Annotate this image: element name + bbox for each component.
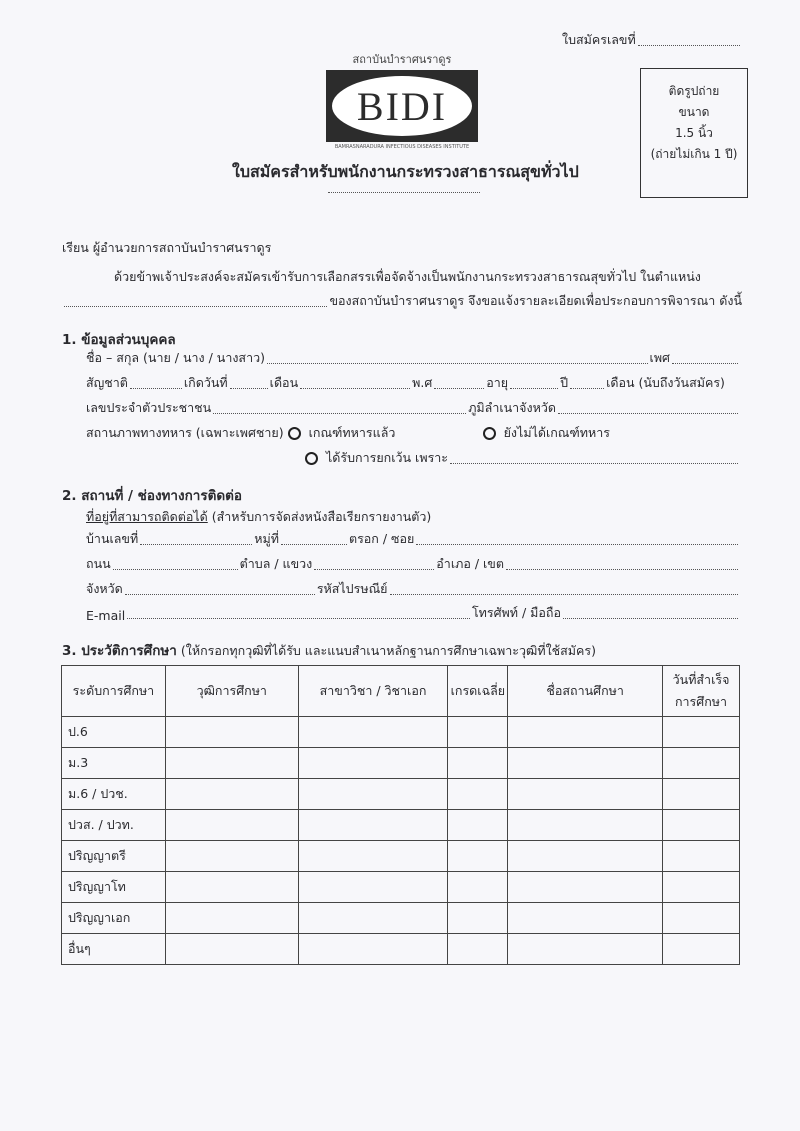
name-field[interactable] [267,363,648,364]
phone-label: โทรศัพท์ / มือถือ [471,605,561,620]
column-header: เกรดเฉลี่ย [448,666,508,717]
age-months-field[interactable] [570,388,604,389]
intro-paragraph-line1: ด้วยข้าพเจ้าประสงค์จะสมัครเข้ารับการเลือกสรรเพื่อจัดจ้างเป็นพนักงานกระทรวงสาธารณสุขทั่วไป ในตำแหน่ง [114,269,701,284]
table-cell-input[interactable] [165,717,298,748]
soi-label: ตรอก / ซอย [348,531,415,546]
birth-month-field[interactable] [300,388,410,389]
email-field[interactable] [127,618,470,619]
road-label: ถนน [86,556,111,571]
table-cell-input[interactable] [508,903,663,934]
column-header: สาขาวิชา / วิชาเอก [298,666,448,717]
photo-box-line: ติดรูปถ่าย [668,84,720,98]
table-cell-input[interactable] [508,779,663,810]
section2-heading: 2. สถานที่ / ช่องทางการติดต่อ [62,488,243,504]
column-header: วันที่สำเร็จการศึกษา [663,666,740,717]
table-cell-input[interactable] [448,717,508,748]
logo-org-english: BAMRASNARADURA INFECTIOUS DISEASES INSTITUTE [334,144,470,150]
table-cell-input[interactable] [448,841,508,872]
table-cell-input[interactable] [663,779,740,810]
table-cell-input[interactable] [165,872,298,903]
table-row [62,872,740,903]
table-cell-input[interactable] [663,903,740,934]
education-level: ม.3 [62,748,166,779]
birth-month-label: เดือน [269,375,299,390]
education-table [61,665,740,965]
position-blank[interactable] [328,192,480,193]
subdistrict-label: ตำบล / แขวง [239,556,313,571]
table-cell-input[interactable] [663,872,740,903]
sex-field[interactable] [672,363,738,364]
table-cell-input[interactable] [298,717,448,748]
name-label: ชื่อ – สกุล (นาย / นาง / นางสาว) [86,350,265,365]
section3-heading: 3. ประวัติการศึกษา [62,643,177,659]
military-status-label: สถานภาพทางทหาร (เฉพาะเพศชาย) [86,425,284,440]
table-cell-input[interactable] [663,934,740,965]
birth-year-field[interactable] [434,388,484,389]
table-row [62,748,740,779]
photo-box [640,68,748,198]
table-row [62,717,740,748]
road-field[interactable] [113,569,238,570]
column-header: ระดับการศึกษา [62,666,166,717]
intro-paragraph-line2: ของสถาบันบำราศนราดูร จึงขอแจ้งรายละเอียดเพื่อประกอบการพิจารณา ดังนี้ [329,293,742,308]
column-header: ชื่อสถานศึกษา [508,666,663,717]
domicile-field[interactable] [558,413,738,414]
postcode-label: รหัสไปรษณีย์ [316,581,388,596]
table-cell-input[interactable] [165,903,298,934]
table-row [62,841,740,872]
table-cell-input[interactable] [663,717,740,748]
moo-label: หมู่ที่ [254,531,279,546]
table-cell-input[interactable] [448,748,508,779]
table-cell-input[interactable] [663,748,740,779]
exempt-reason-field[interactable] [450,463,738,464]
table-cell-input[interactable] [508,717,663,748]
months-label: เดือน (นับถึงวันสมัคร) [606,375,725,390]
table-cell-input[interactable] [448,934,508,965]
logo-org-thai: สถาบันบำราศนราดูร [352,53,452,66]
table-cell-input[interactable] [298,841,448,872]
province-label: จังหวัด [86,581,123,596]
address-label: ที่อยู่ที่สามารถติดต่อได้ [86,509,208,524]
radio-military-done[interactable] [288,427,301,440]
table-cell-input[interactable] [298,810,448,841]
table-cell-input[interactable] [298,934,448,965]
nationality-label: สัญชาติ [86,375,128,390]
table-cell-input[interactable] [298,872,448,903]
table-cell-input[interactable] [165,934,298,965]
salutation: เรียน ผู้อำนวยการสถาบันบำราศนราดูร [62,240,272,255]
table-cell-input[interactable] [165,810,298,841]
logo-text: BIDI [356,83,448,129]
table-header-row [62,666,740,717]
table-cell-input[interactable] [448,779,508,810]
birth-day-field[interactable] [230,388,268,389]
district-label: อำเภอ / เขต [436,556,504,571]
id-number-field[interactable] [213,413,466,414]
table-cell-input[interactable] [508,934,663,965]
address-note: (สำหรับการจัดส่งหนังสือเรียกรายงานตัว) [207,509,432,524]
education-level: ปริญญาโท [62,872,166,903]
education-level: ปวส. / ปวท. [62,810,166,841]
education-level: ปริญญาเอก [62,903,166,934]
phone-field[interactable] [563,618,738,619]
position-field[interactable] [64,306,327,307]
house-no-label: บ้านเลขที่ [86,531,139,546]
education-level: ม.6 / ปวช. [62,779,166,810]
birth-day-label: เกิดวันที่ [183,375,228,390]
column-header: วุฒิการศึกษา [165,666,298,717]
table-row [62,779,740,810]
table-cell-input[interactable] [165,841,298,872]
id-number-label: เลขประจำตัวประชาชน [86,400,212,415]
education-level: ป.6 [62,717,166,748]
table-cell-input[interactable] [448,903,508,934]
table-cell-input[interactable] [298,779,448,810]
province-field[interactable] [125,594,315,595]
table-cell-input[interactable] [508,810,663,841]
domicile-label: ภูมิลำเนาจังหวัด [468,400,556,415]
birth-year-label: พ.ศ [412,375,433,390]
table-cell-input[interactable] [298,903,448,934]
military-exempt-label: ได้รับการยกเว้น เพราะ [326,450,449,465]
table-cell-input[interactable] [508,748,663,779]
bidi-logo [326,50,478,158]
military-done-label: เกณฑ์ทหารแล้ว [308,425,396,440]
photo-box-line: ขนาด [678,105,710,119]
military-not-done-label: ยังไม่ได้เกณฑ์ทหาร [503,425,610,440]
radio-military-exempt[interactable] [305,452,318,465]
table-row [62,903,740,934]
section3-note: (ให้กรอกทุกวุฒิที่ได้รับ และแนบสำเนาหลักฐานการศึกษาเฉพาะวุฒิที่ใช้สมัคร) [176,643,596,658]
years-label: ปี [560,375,569,390]
age-years-field[interactable] [510,388,558,389]
age-label: อายุ [486,375,509,390]
table-cell-input[interactable] [448,872,508,903]
table-cell-input[interactable] [663,841,740,872]
soi-field[interactable] [416,544,738,545]
form-title: ใบสมัครสำหรับพนักงานกระทรวงสาธารณสุขทั่วไป [232,162,579,181]
table-cell-input[interactable] [508,841,663,872]
photo-box-line: 1.5 นิ้ว [675,126,713,140]
district-field[interactable] [506,569,738,570]
table-row [62,934,740,965]
subdistrict-field[interactable] [314,569,434,570]
house-no-field[interactable] [140,544,252,545]
table-cell-input[interactable] [448,810,508,841]
photo-box-line: (ถ่ายไม่เกิน 1 ปี) [650,147,738,161]
table-cell-input[interactable] [298,748,448,779]
postcode-field[interactable] [390,594,739,595]
table-cell-input[interactable] [165,779,298,810]
table-cell-input[interactable] [508,872,663,903]
application-number-label: ใบสมัครเลขที่ [562,32,636,47]
table-row [62,810,740,841]
table-cell-input[interactable] [165,748,298,779]
section1-heading: 1. ข้อมูลส่วนบุคคล [62,332,176,348]
table-cell-input[interactable] [663,810,740,841]
application-number-field[interactable] [562,32,742,50]
nationality-field[interactable] [130,388,182,389]
education-level: อื่นๆ [62,934,166,965]
moo-field[interactable] [281,544,347,545]
radio-military-not-done[interactable] [483,427,496,440]
email-label: E-mail [86,608,126,623]
education-level: ปริญญาตรี [62,841,166,872]
sex-label: เพศ [649,350,670,365]
